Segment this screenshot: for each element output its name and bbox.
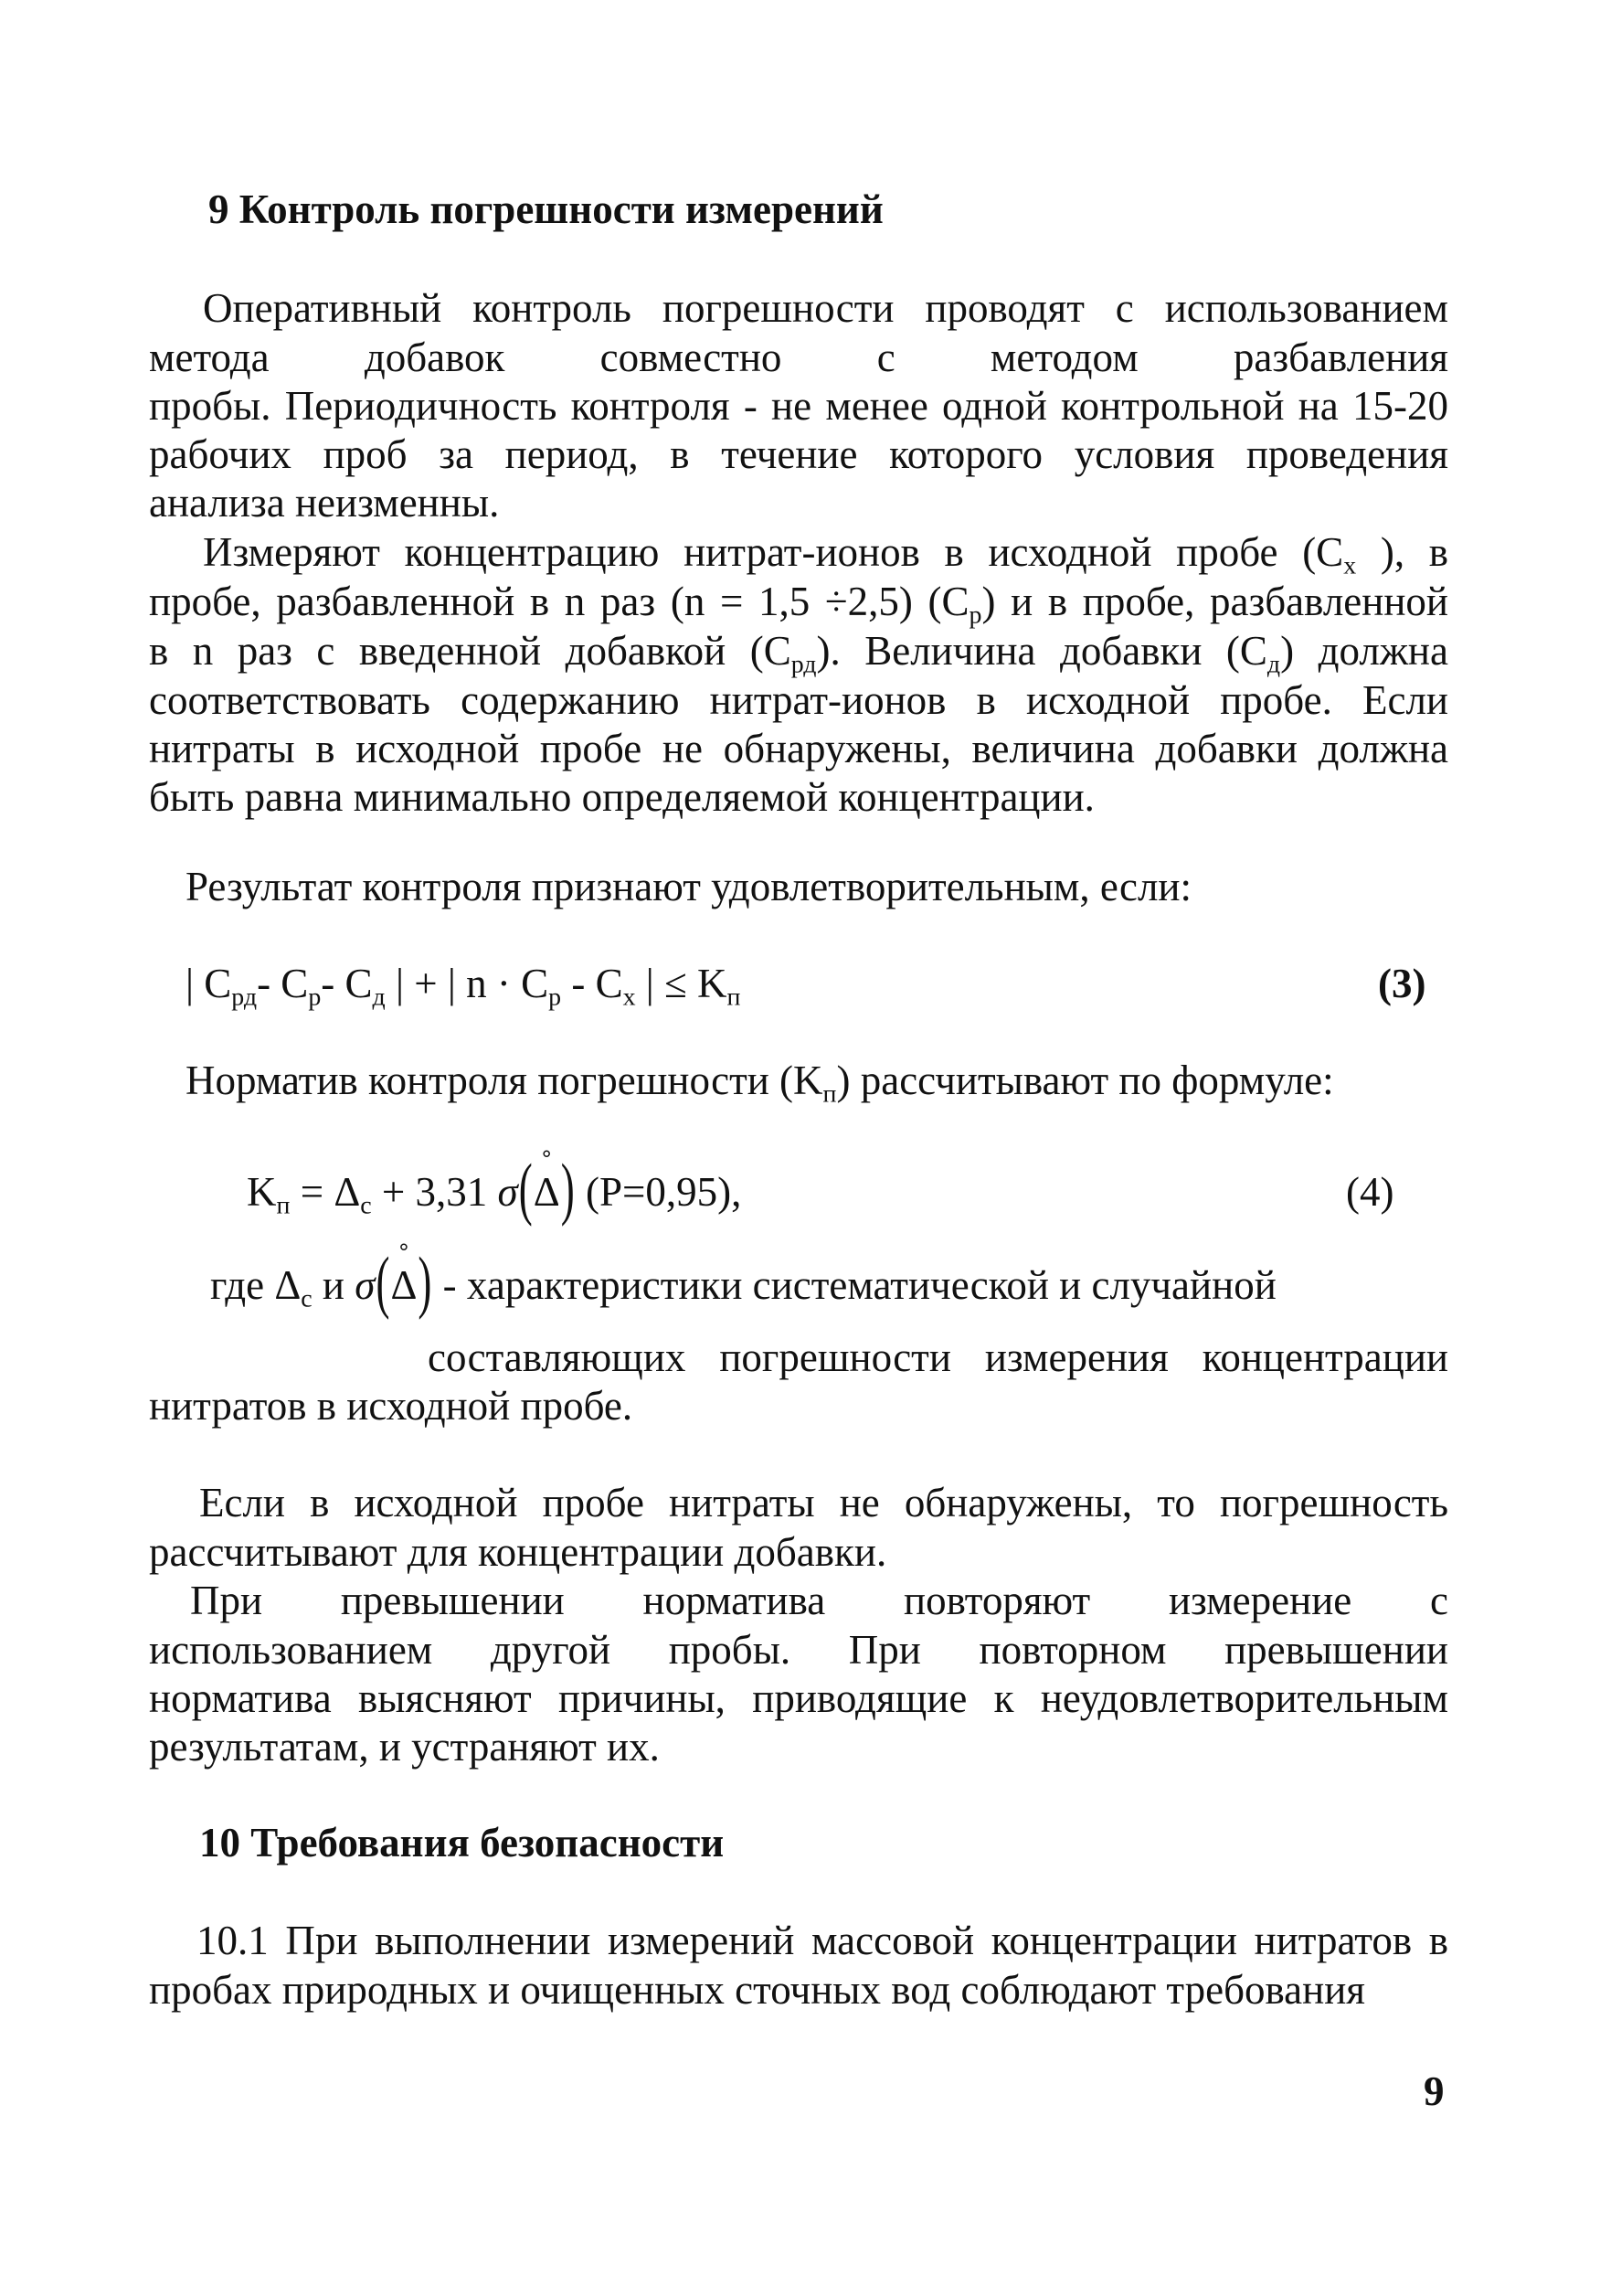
para2-line2: пробе, разбавленной в n раз (n = 1,5 ÷2,5) $(C_р)$ и в пробе, разбавленной xyxy=(149,579,1448,630)
para3-line1: Если в исходной пробе нитраты не обнаружены, то погрешность xyxy=(199,1480,1448,1525)
section-9-heading: 9 Контроль погрешности измерений xyxy=(208,186,884,232)
para1-line2: метода добавок совместно с методом разбавления xyxy=(149,335,1448,380)
formula-3: | $C_{рд}-$ $C_р-$ $C_д$ | + | $n \cdot C_р - C_x$ | ≤ $K_п$ xyxy=(185,961,741,1012)
para2-line5: нитраты в исходной пробе не обнаружены, величина добавки должна xyxy=(149,726,1448,771)
formula-3-number: (3) xyxy=(1378,961,1426,1006)
para4-line3: норматива выясняют причины, приводящие к неудовлетворительным xyxy=(149,1675,1448,1721)
para2-line1: Измеряют концентрацию нитрат-ионов в исходной пробе ($C_x$ ), в xyxy=(203,529,1449,580)
para2-line6: быть равна минимально определяемой концентрации. xyxy=(149,774,1095,820)
para3-line2: рассчитывают для концентрации добавки. xyxy=(149,1529,887,1575)
para4-line1: При превышении норматива повторяют измерение с xyxy=(190,1578,1448,1623)
section10-line2: пробах природных и очищенных сточных вод соблюдают требования xyxy=(149,1967,1365,2013)
para4-line4: результатам, и устраняют их. xyxy=(149,1724,660,1770)
para1-line3: пробы. Периодичность контроля - не менее одной контрольной на 15-20 xyxy=(149,383,1448,429)
page-number: 9 xyxy=(1424,2068,1445,2114)
where-cont-line2: нитратов в исходной пробе. xyxy=(149,1383,633,1429)
result-intro: Результат контроля признают удовлетворительным, если: xyxy=(185,864,1192,909)
para4-line2: использованием другой пробы. При повторном превышении xyxy=(149,1627,1448,1673)
para2-line4: соответствовать содержанию нитрат-ионов в исходной пробе. Если xyxy=(149,677,1448,723)
delta-ring-symbol: ˚ Δ xyxy=(390,1261,417,1310)
formula-4: $K_п = \Delta_c + 3,31$ σ(˚ Δ) (P=0,95), xyxy=(247,1168,741,1217)
formula-4-number: (4) xyxy=(1346,1169,1394,1215)
para1-line4: рабочих проб за период, в течение которого условия проведения xyxy=(149,431,1448,477)
delta-ring-symbol: ˚ Δ xyxy=(534,1168,560,1217)
where-line: где $\Delta_c$ и σ(˚ Δ) - характеристики систематической и случайной xyxy=(210,1261,1277,1310)
para1-line5: анализа неизменны. xyxy=(149,480,500,526)
section-10-heading: 10 Требования безопасности xyxy=(199,1820,725,1866)
para2-line3: в n раз с введенной добавкой $(C_{рд})$. Величина добавки $(C_д)$ должна xyxy=(149,628,1448,679)
norm-intro: Норматив контроля погрешности $(K_п)$ рассчитывают по формуле: xyxy=(185,1058,1334,1109)
para1-line1: Оперативный контроль погрешности проводят с использованием xyxy=(203,285,1448,331)
where-cont-line1: составляющих погрешности измерения концентрации xyxy=(428,1334,1448,1380)
section10-line1: 10.1 При выполнении измерений массовой концентрации нитратов в xyxy=(196,1918,1448,1963)
